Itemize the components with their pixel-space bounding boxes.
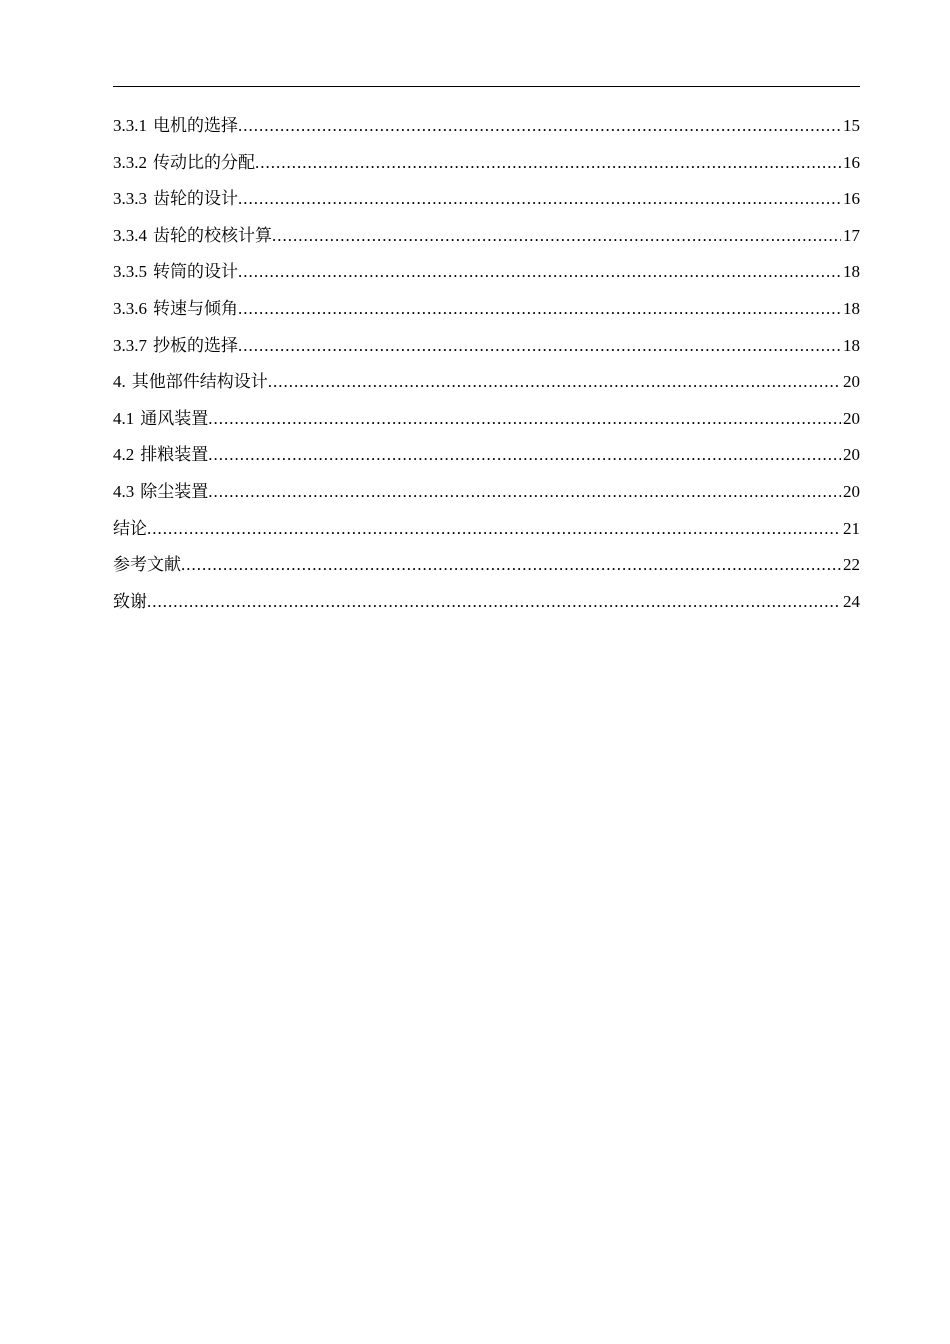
toc-entry-title: 除尘装置 (140, 481, 209, 502)
toc-leader-dots (208, 474, 841, 511)
toc-entry-number: 3.3.2 (113, 152, 147, 172)
toc-entry-number: 3.3.1 (113, 116, 147, 135)
toc-entry-page: 16 (843, 152, 860, 172)
toc-entry-label (113, 328, 238, 365)
toc-leader-dots (147, 584, 841, 621)
toc-entry-label (113, 401, 208, 438)
toc-leader-dots (181, 547, 841, 584)
toc-entry-label (113, 437, 208, 474)
toc-entry-title: 参考文献 (113, 555, 181, 576)
toc-entry-page: 21 (843, 518, 860, 538)
toc-entry-3-3-4[interactable] (113, 218, 860, 255)
toc-entry-title: 齿轮的校核计算 (153, 225, 272, 246)
toc-entry-references[interactable] (113, 547, 860, 584)
toc-entry-4-3[interactable] (113, 474, 860, 511)
toc-entry-number: 3.3.4 (113, 225, 147, 245)
toc-entry-3-3-5[interactable] (113, 254, 860, 291)
toc-entry-label (113, 108, 238, 145)
toc-entry-4[interactable] (113, 364, 860, 401)
toc-entry-page: 18 (843, 298, 860, 318)
toc-entry-title: 转筒的设计 (153, 262, 238, 283)
toc-leader-dots (238, 254, 841, 291)
toc-leader-dots (272, 218, 841, 255)
toc-entry-3-3-7[interactable] (113, 328, 860, 365)
toc-entry-label (113, 254, 238, 291)
toc-entry-page: 20 (843, 445, 860, 465)
toc-entry-3-3-1[interactable] (113, 108, 860, 145)
toc-entry-label (113, 474, 208, 511)
toc-entry-title: 传动比的分配 (153, 152, 255, 173)
toc-entry-page: 17 (843, 225, 860, 245)
toc-entry-3-3-2[interactable] (113, 145, 860, 182)
toc-entry-page: 20 (843, 408, 860, 428)
toc-leader-dots (147, 511, 841, 548)
toc-entry-label (113, 547, 181, 584)
toc-entry-3-3-3[interactable] (113, 181, 860, 218)
toc-entry-number: 3.3.5 (113, 262, 147, 282)
table-of-contents (113, 108, 860, 620)
toc-entry-page: 20 (843, 372, 860, 392)
toc-entry-label (113, 291, 238, 328)
toc-entry-number: 3.3.3 (113, 189, 147, 209)
toc-leader-dots (238, 328, 841, 365)
toc-entry-title: 转速与倾角 (153, 298, 238, 319)
toc-entry-title: 结论 (113, 518, 147, 539)
toc-entry-number: 4. (113, 372, 126, 392)
toc-leader-dots (268, 364, 841, 401)
toc-entry-number: 4.1 (113, 408, 135, 428)
toc-entry-number: 3.3.6 (113, 298, 147, 318)
toc-entry-label (113, 218, 272, 255)
toc-entry-label (113, 584, 147, 621)
toc-entry-title: 齿轮的设计 (153, 189, 238, 210)
toc-entry-page: 18 (843, 335, 860, 355)
toc-entry-label (113, 181, 238, 218)
toc-entry-conclusion[interactable] (113, 511, 860, 548)
toc-leader-dots (238, 108, 841, 145)
toc-entry-label (113, 145, 255, 182)
toc-leader-dots (208, 401, 841, 438)
toc-entry-page: 20 (843, 481, 860, 501)
toc-leader-dots (238, 291, 841, 328)
toc-entry-3-3-6[interactable] (113, 291, 860, 328)
toc-entry-title: 排粮装置 (140, 445, 209, 466)
toc-entry-title: 其他部件结构设计 (131, 372, 268, 393)
toc-entry-number: 3.3.7 (113, 335, 147, 355)
toc-entry-number: 4.3 (113, 481, 135, 501)
toc-entry-title: 电机的选择 (153, 116, 238, 136)
toc-entry-title: 抄板的选择 (153, 335, 238, 356)
toc-leader-dots (255, 145, 841, 182)
toc-entry-page: 15 (843, 116, 860, 135)
toc-entry-label (113, 364, 268, 401)
toc-entry-page: 22 (843, 555, 860, 575)
header-rule (113, 86, 860, 87)
toc-entry-title: 通风装置 (140, 408, 209, 429)
toc-entry-title: 致谢 (113, 591, 147, 612)
toc-entry-acknowledgements[interactable] (113, 584, 860, 621)
toc-entry-4-2[interactable] (113, 437, 860, 474)
toc-entry-number: 4.2 (113, 445, 135, 465)
toc-entry-page: 16 (843, 189, 860, 209)
toc-entry-label (113, 511, 147, 548)
toc-entry-page: 18 (843, 262, 860, 282)
toc-leader-dots (208, 437, 841, 474)
toc-entry-page: 24 (843, 591, 860, 611)
toc-entry-4-1[interactable] (113, 401, 860, 438)
toc-leader-dots (238, 181, 841, 218)
